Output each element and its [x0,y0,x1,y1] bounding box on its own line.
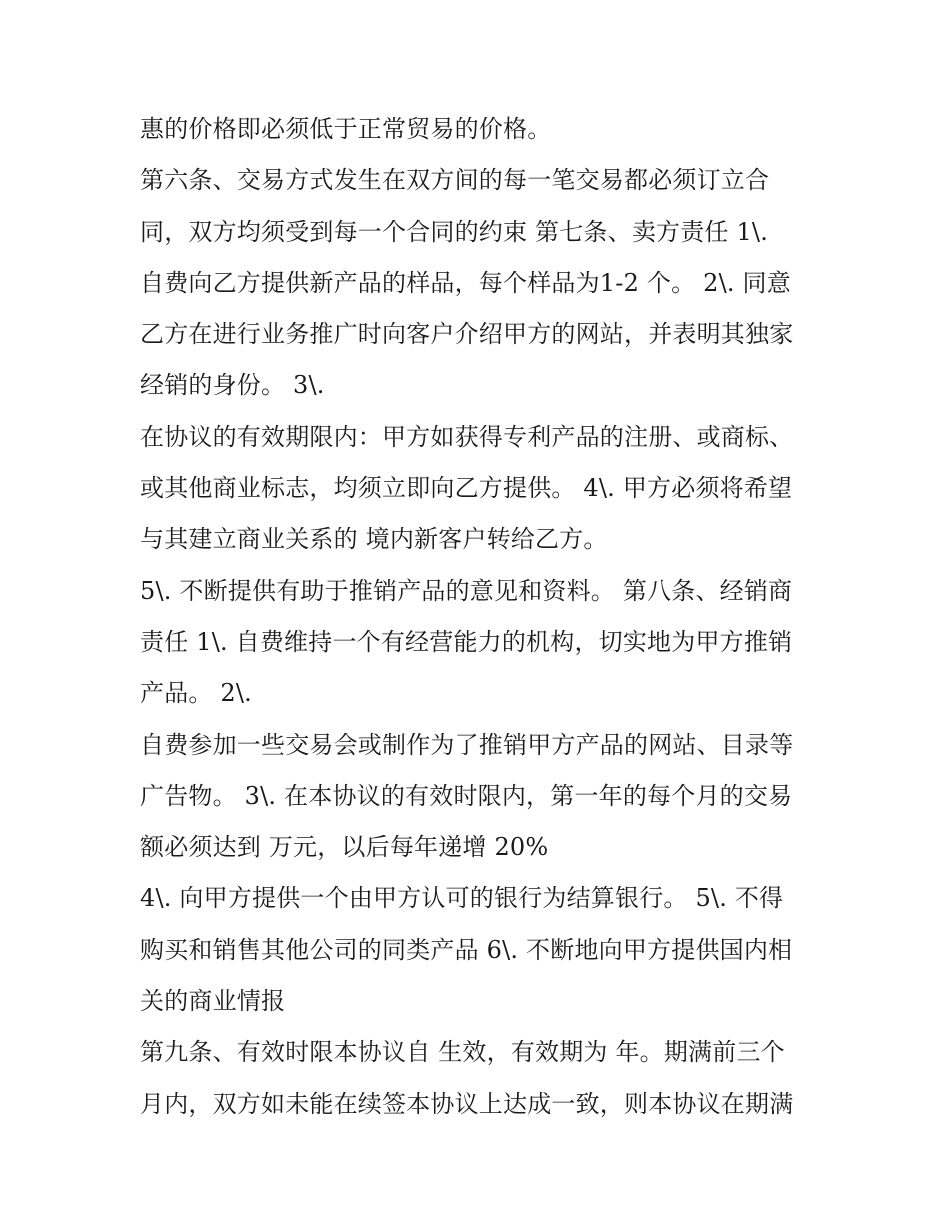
text-line: 第九条、有效时限本协议自 生效，有效期为 年。期满前三个 [140,1038,785,1067]
text-line: 产品。 2\. [140,679,253,708]
text-line: 自费向乙方提供新产品的样品，每个样品为1-2 个。 2\. 同意 [140,268,791,297]
text-line: 与其建立商业关系的 境内新客户转给乙方。 [140,525,608,554]
text-line: 第六条、交易方式发生在双方间的每一笔交易都必须订立合 [140,166,770,195]
text-line: 4\. 向甲方提供一个由甲方认可的银行为结算银行。 5\. 不得 [140,884,784,913]
text-line: 广告物。 3\. 在本协议的有效时限内，第一年的每个月的交易 [140,781,793,810]
text-line: 惠的价格即必须低于正常贸易的价格。 [140,115,552,143]
text-line: 经销的身份。 3\. [140,371,325,400]
text-line: 月内，双方如未能在续签本协议上达成一致，则本协议在期满 [140,1089,794,1118]
text-line: 或其他商业标志，均须立即向乙方提供。 4\. 甲方必须将希望 [140,474,793,503]
text-line: 自费参加一些交易会或制作为了推销甲方产品的网站、目录等 [140,730,794,759]
text-line: 额必须达到 万元，以后每年递增 20% [140,833,549,862]
text-line: 责任 1\. 自费维持一个有经营能力的机构，切实地为甲方推销 [140,627,793,656]
document-body [140,110,820,1136]
text-line: 同，双方均须受到每一个合同的约束 第七条、卖方责任 1\. [140,217,769,246]
text-line: 乙方在进行业务推广时向客户介绍甲方的网站，并表明其独家 [140,320,794,349]
text-line: 购买和销售其他公司的同类产品 6\. 不断地向甲方提供国内相 [140,935,793,964]
text-line: 5\. 不断提供有助于推销产品的意见和资料。 第八条、经销商 [140,576,793,605]
text-line: 关的商业情报 [140,987,286,1016]
text-line: 在协议的有效期限内：甲方如获得专利产品的注册、或商标、 [140,422,794,451]
